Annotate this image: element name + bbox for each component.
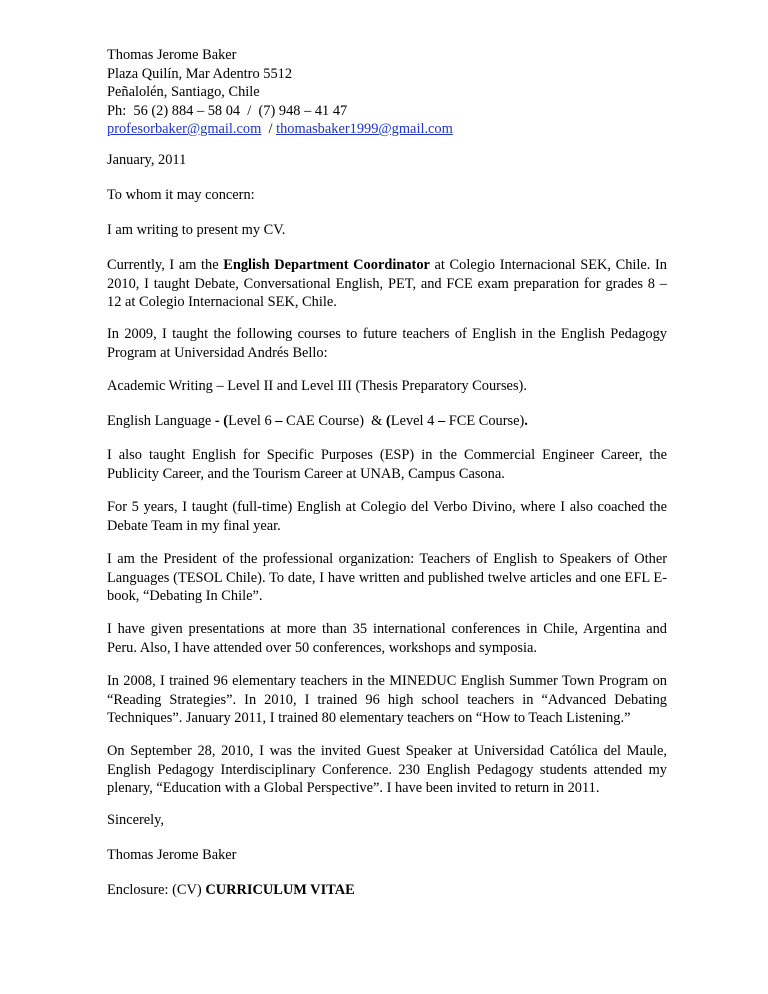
current-role-pre: Currently, I am the [107, 257, 224, 273]
course-lang-level6: Level 6 [228, 413, 276, 429]
guest-speaker-paragraph: On September 28, 2010, I was the invited Guest Speaker at Universidad Católica del Maule, English Pedagogy Interdisciplinary Conference. 230 English Pedagogy students attended my plenary, “Education with a Global Perspective”. I have been invited to return in 2011. [107, 743, 667, 796]
course-academic-writing: Academic Writing – Level II and Level III (Thesis Preparatory Courses). [107, 378, 527, 394]
email-link-primary[interactable]: profesorbaker@gmail.com [107, 121, 262, 137]
presentations-paragraph: I have given presentations at more than 35 international conferences in Chile, Argentina and Peru. Also, I have attended over 50 conferences, workshops and symposia. [107, 621, 667, 656]
course-lang-cae: CAE Course) & [286, 413, 386, 429]
current-role-post: at Colegio Internacional SEK, Chile. In 2010, I taught Debate, Conversational English, PET, and FCE exam preparation for grades 8 – 12 at Colegio Internacional SEK, Chile. [107, 257, 667, 310]
current-role-title: English Department Coordinator [223, 257, 430, 273]
course-lang-name: English Language [107, 413, 215, 429]
trainings-paragraph: In 2008, I trained 96 elementary teachers in the MINEDUC English Summer Town Program on “Reading Strategies”. In 2010, I trained 96 high school teachers in “Advanced Debating Techniques”. January 2011, I trained 80 elementary teachers on “How to Teach Listening.” [107, 673, 667, 726]
closing: Sincerely, [107, 812, 165, 828]
esp-paragraph: I also taught English for Specific Purposes (ESP) in the Commercial Engineer Career, the Publicity Career, and the Tourism Career at UNAB, Campus Casona. [107, 447, 667, 482]
course-lang-paren: ( [385, 413, 391, 429]
email-separator: / [261, 121, 277, 137]
sender-street: Plaza Quilín, Mar Adentro 5512 [107, 65, 293, 82]
course-lang-dash: - ( [214, 413, 229, 429]
course-lang-level4: Level 4 [390, 413, 438, 429]
salutation: To whom it may concern: [107, 187, 255, 203]
enclosure-title: CURRICULUM VITAE [205, 882, 355, 898]
letter-date: January, 2011 [107, 152, 187, 168]
current-role-paragraph [107, 256, 667, 312]
sender-emails [107, 120, 667, 139]
email-link-secondary[interactable]: thomasbaker1999@gmail.com [276, 121, 453, 137]
enclosure-line [107, 881, 667, 900]
unab-2009-paragraph: In 2009, I taught the following courses to future teachers of English in the English Pedagogy Program at Universidad Andrés Bello: [107, 326, 667, 361]
course-lang-period: . [524, 413, 528, 429]
course-lang-fce: FCE Course) [448, 413, 525, 429]
signature-name: Thomas Jerome Baker [107, 847, 237, 863]
enclosure-label: Enclosure: (CV) [107, 882, 206, 898]
sender-city: Peñalolén, Santiago, Chile [107, 84, 260, 100]
tesol-paragraph: I am the President of the professional organization: Teachers of English to Speakers of Other Languages (TESOL Chile). To date, I have written and published twelve articles and one EFL E-book, “Debating In Chile”. [107, 551, 667, 604]
sender-phone: Ph: 56 (2) 884 – 58 04 / (7) 948 – 41 47 [107, 102, 348, 119]
sender-name: Thomas Jerome Baker [107, 47, 237, 63]
course-lang-dash3: – [437, 413, 449, 429]
course-english-language [107, 412, 667, 431]
course-lang-dash2: – [275, 413, 287, 429]
verbo-divino-paragraph: For 5 years, I taught (full-time) English at Colegio del Verbo Divino, where I also coached the Debate Team in my final year. [107, 499, 667, 534]
sender-address-block [107, 46, 667, 139]
intro-paragraph: I am writing to present my CV. [107, 222, 286, 238]
